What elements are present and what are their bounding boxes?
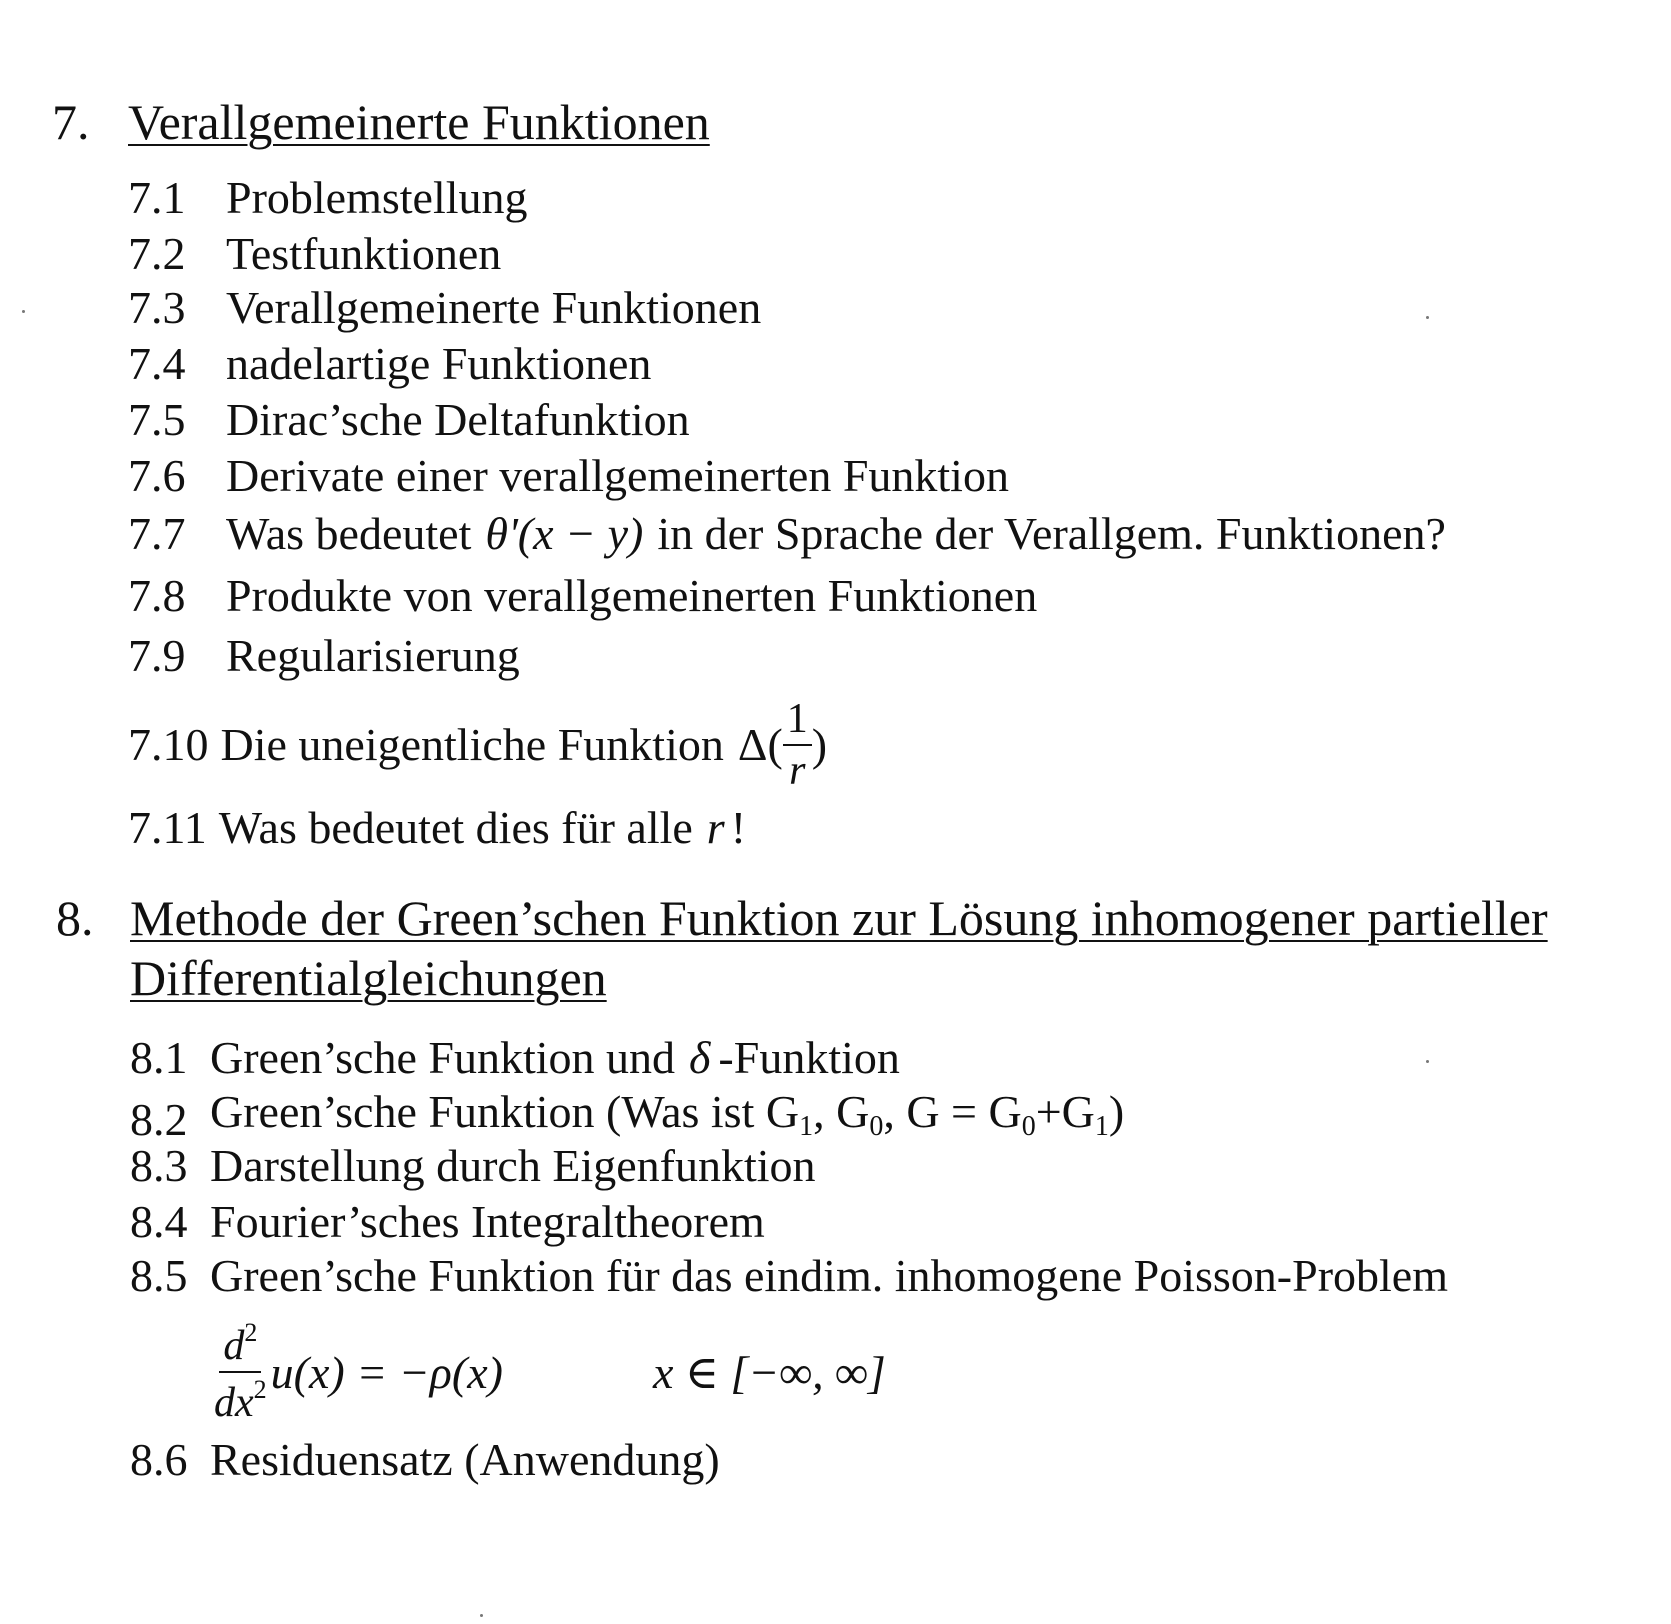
item-number: 8.2 <box>130 1093 188 1145</box>
operator-denominator-exponent: 2 <box>253 1375 267 1404</box>
item-text: Die uneigentliche Funktion <box>220 719 724 770</box>
fraction-denominator: r <box>789 748 806 794</box>
item-number: 7.8 <box>128 570 186 621</box>
poisson-equation <box>214 1320 886 1424</box>
list-item-7-11 <box>128 800 746 856</box>
item-text: Testfunktionen <box>226 228 502 279</box>
list-item-7-10 <box>128 690 827 800</box>
section-7-number: 7. <box>52 94 90 150</box>
list-item-8-1 <box>130 1030 900 1086</box>
laplace-expression <box>738 698 827 792</box>
item-text: Derivate einer verallgemeinerten Funktion <box>226 450 1009 501</box>
section-7-heading <box>52 92 710 152</box>
item-text: Residuensatz (Anwendung) <box>210 1434 720 1485</box>
item-text: Darstellung durch Eigenfunktion <box>210 1140 816 1191</box>
item-text: Was bedeutet dies für alle <box>218 802 693 853</box>
list-item-7-1 <box>128 170 528 226</box>
item-number: 8.6 <box>130 1434 188 1485</box>
list-item-7-8 <box>128 568 1037 624</box>
one-over-r-fraction <box>783 698 812 792</box>
equation-rhs: u(x) = −ρ(x) <box>270 1346 503 1398</box>
item-number: 7.11 <box>128 802 207 853</box>
theta-prime-expression: θ'(x − y) <box>485 508 644 559</box>
section-8-title <box>130 888 1548 1008</box>
variable-r: r <box>706 802 725 853</box>
fraction-numerator: 1 <box>783 698 812 746</box>
list-item-8-4 <box>130 1194 765 1250</box>
item-text: nadelartige Funktionen <box>226 338 652 389</box>
item-number: 7.5 <box>128 394 186 445</box>
section-8-title-line-1: Methode der Green’schen Funktion zur Lösung inhomogener partieller <box>130 890 1548 946</box>
item-number: 8.3 <box>130 1140 188 1191</box>
operator-denominator: dx <box>214 1380 254 1426</box>
scan-speck <box>1426 316 1429 319</box>
section-7-title: Verallgemeinerte Funktionen <box>128 94 710 150</box>
item-text: Dirac’sche Deltafunktion <box>226 394 690 445</box>
item-text: Verallgemeinerte Funktionen <box>226 282 762 333</box>
section-8-number: 8. <box>56 890 94 946</box>
item-text-after: ! <box>730 802 747 853</box>
item-number: 8.4 <box>130 1196 188 1247</box>
list-item-7-6 <box>128 448 1009 504</box>
list-item-7-2 <box>128 226 501 282</box>
item-text-after: -Funktion <box>718 1032 900 1083</box>
item-number: 8.1 <box>130 1032 188 1083</box>
item-text: Green’sche Funktion für das eindim. inhomogene Poisson-Problem <box>210 1250 1449 1301</box>
item-text-before: Was bedeutet <box>226 508 472 559</box>
section-8-heading <box>56 888 1548 1008</box>
list-item-8-3 <box>130 1138 816 1194</box>
second-derivative-operator <box>214 1320 267 1424</box>
laplace-prefix: Δ( <box>737 719 783 770</box>
list-item-7-7 <box>128 506 1446 562</box>
list-item-7-4 <box>128 336 651 392</box>
equation-domain: x ∈ [−∞, ∞] <box>652 1347 886 1398</box>
item-text: Produkte von verallgemeinerten Funktionen <box>226 570 1038 621</box>
scan-speck <box>1426 1060 1429 1063</box>
item-number: 7.3 <box>128 282 186 333</box>
item-number: 7.7 <box>128 508 186 559</box>
item-text: Green’sche Funktion (Was ist $G_1$, $G_0$, $G = G_0+G_1$) <box>210 1086 1125 1142</box>
item-number: 7.9 <box>128 630 186 681</box>
scan-speck <box>22 310 25 313</box>
list-item-7-5 <box>128 392 690 448</box>
laplace-suffix: ) <box>811 719 828 770</box>
item-number: 7.1 <box>128 172 186 223</box>
item-text-before: Green’sche Funktion und <box>210 1032 676 1083</box>
list-item-7-9 <box>128 628 520 684</box>
item-text: Problemstellung <box>226 172 528 223</box>
list-item-8-6 <box>130 1432 720 1488</box>
delta-symbol: δ <box>689 1032 711 1083</box>
item-text-after: in der Sprache der Verallgem. Funktionen? <box>657 508 1446 559</box>
item-number: 7.6 <box>128 450 186 501</box>
operator-numerator-exponent: 2 <box>244 1318 258 1347</box>
list-item-8-5 <box>130 1248 1448 1304</box>
operator-numerator: d <box>223 1323 245 1369</box>
list-item-7-3 <box>128 280 761 336</box>
item-number: 7.4 <box>128 338 186 389</box>
item-number: 7.2 <box>128 228 186 279</box>
section-8-title-line-2: Differentialgleichungen <box>130 950 607 1006</box>
item-number: 7.10 <box>128 719 209 770</box>
scan-speck <box>480 1614 483 1617</box>
item-text: Regularisierung <box>226 630 520 681</box>
item-number: 8.5 <box>130 1250 188 1301</box>
item-text: Fourier’sches Integraltheorem <box>210 1196 765 1247</box>
